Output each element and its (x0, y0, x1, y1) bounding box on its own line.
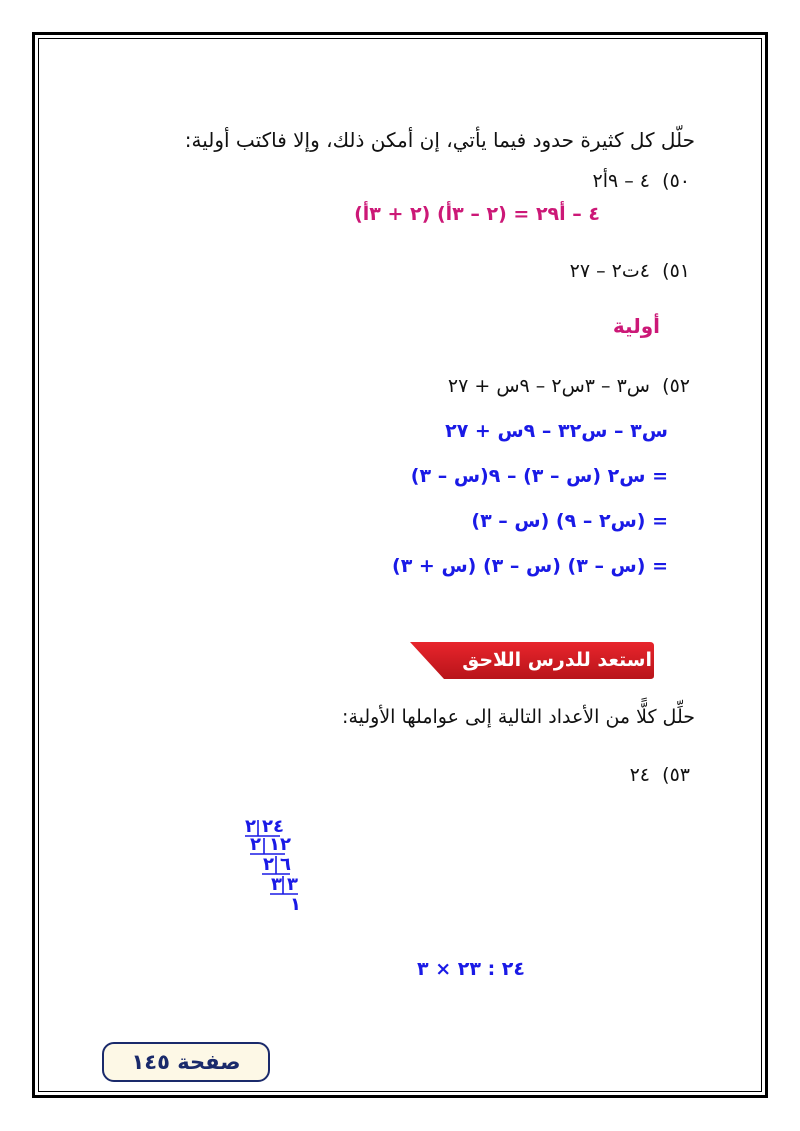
problem-53-value: ٢٤ (629, 764, 650, 786)
problem-50-solution: ٤ – أ٢٩ = (٢ – ٣أ) (٢ + ٣أ) (354, 203, 600, 225)
problem-51-answer: أولية (612, 314, 660, 338)
problem-52-step-4: = (س – ٣) (س – ٣) (س + ٣) (392, 555, 668, 577)
ladder-lines (240, 814, 310, 914)
ladder-dividend-2: ١٢ (269, 834, 291, 855)
ladder-dividend-1: ٢٤ (262, 816, 284, 837)
ladder-divisor-2: ٢ (250, 834, 261, 855)
problem-52-number: ٥٢) (662, 375, 690, 397)
ladder-divisor-3: ٢ (263, 854, 274, 875)
problem-53-number: ٥٣) (662, 764, 690, 786)
page-number-label: صفحة ١٤٥ (131, 1050, 241, 1074)
ladder-divisor-4: ٣ (271, 874, 282, 895)
problem-52-step-3: = (س٢ – ٩) (س – ٣) (471, 510, 668, 532)
ladder-dividend-4: ٣ (287, 874, 298, 895)
problem-50-expression: ٤ – ٩أ٢ (592, 170, 650, 192)
ladder-dividend-3: ٦ (280, 854, 291, 875)
ladder-divisor-1: ٢ (245, 816, 256, 837)
section-instruction-text: حلِّل كلًّا من الأعداد التالية إلى عواملها الأولية: (342, 706, 695, 728)
problem-52-expression: س٣ – ٣س٢ – ٩س + ٢٧ (447, 375, 650, 397)
ladder-quotient-final: ١ (290, 894, 301, 915)
instruction-text: حلّل كل كثيرة حدود فيما يأتي، إن أمكن ذلك، وإلا فاكتب أولية: (184, 128, 695, 152)
section-banner-title: استعد للدرس اللاحق (462, 649, 652, 671)
problem-51-expression: ٤ت٢ – ٢٧ (569, 260, 650, 282)
problem-52-step-2: = س٢ (س – ٣) – ٩(س – ٣) (410, 465, 668, 487)
problem-51-number: ٥١) (662, 260, 690, 282)
problem-50-number: ٥٠) (662, 170, 690, 192)
problem-52-step-1: س٣ – س٣٢ – ٩س + ٢٧ (445, 420, 668, 442)
page-number-badge (102, 1042, 270, 1082)
problem-53-result: ٢٤ : ٢٣ × ٣ (417, 958, 525, 980)
